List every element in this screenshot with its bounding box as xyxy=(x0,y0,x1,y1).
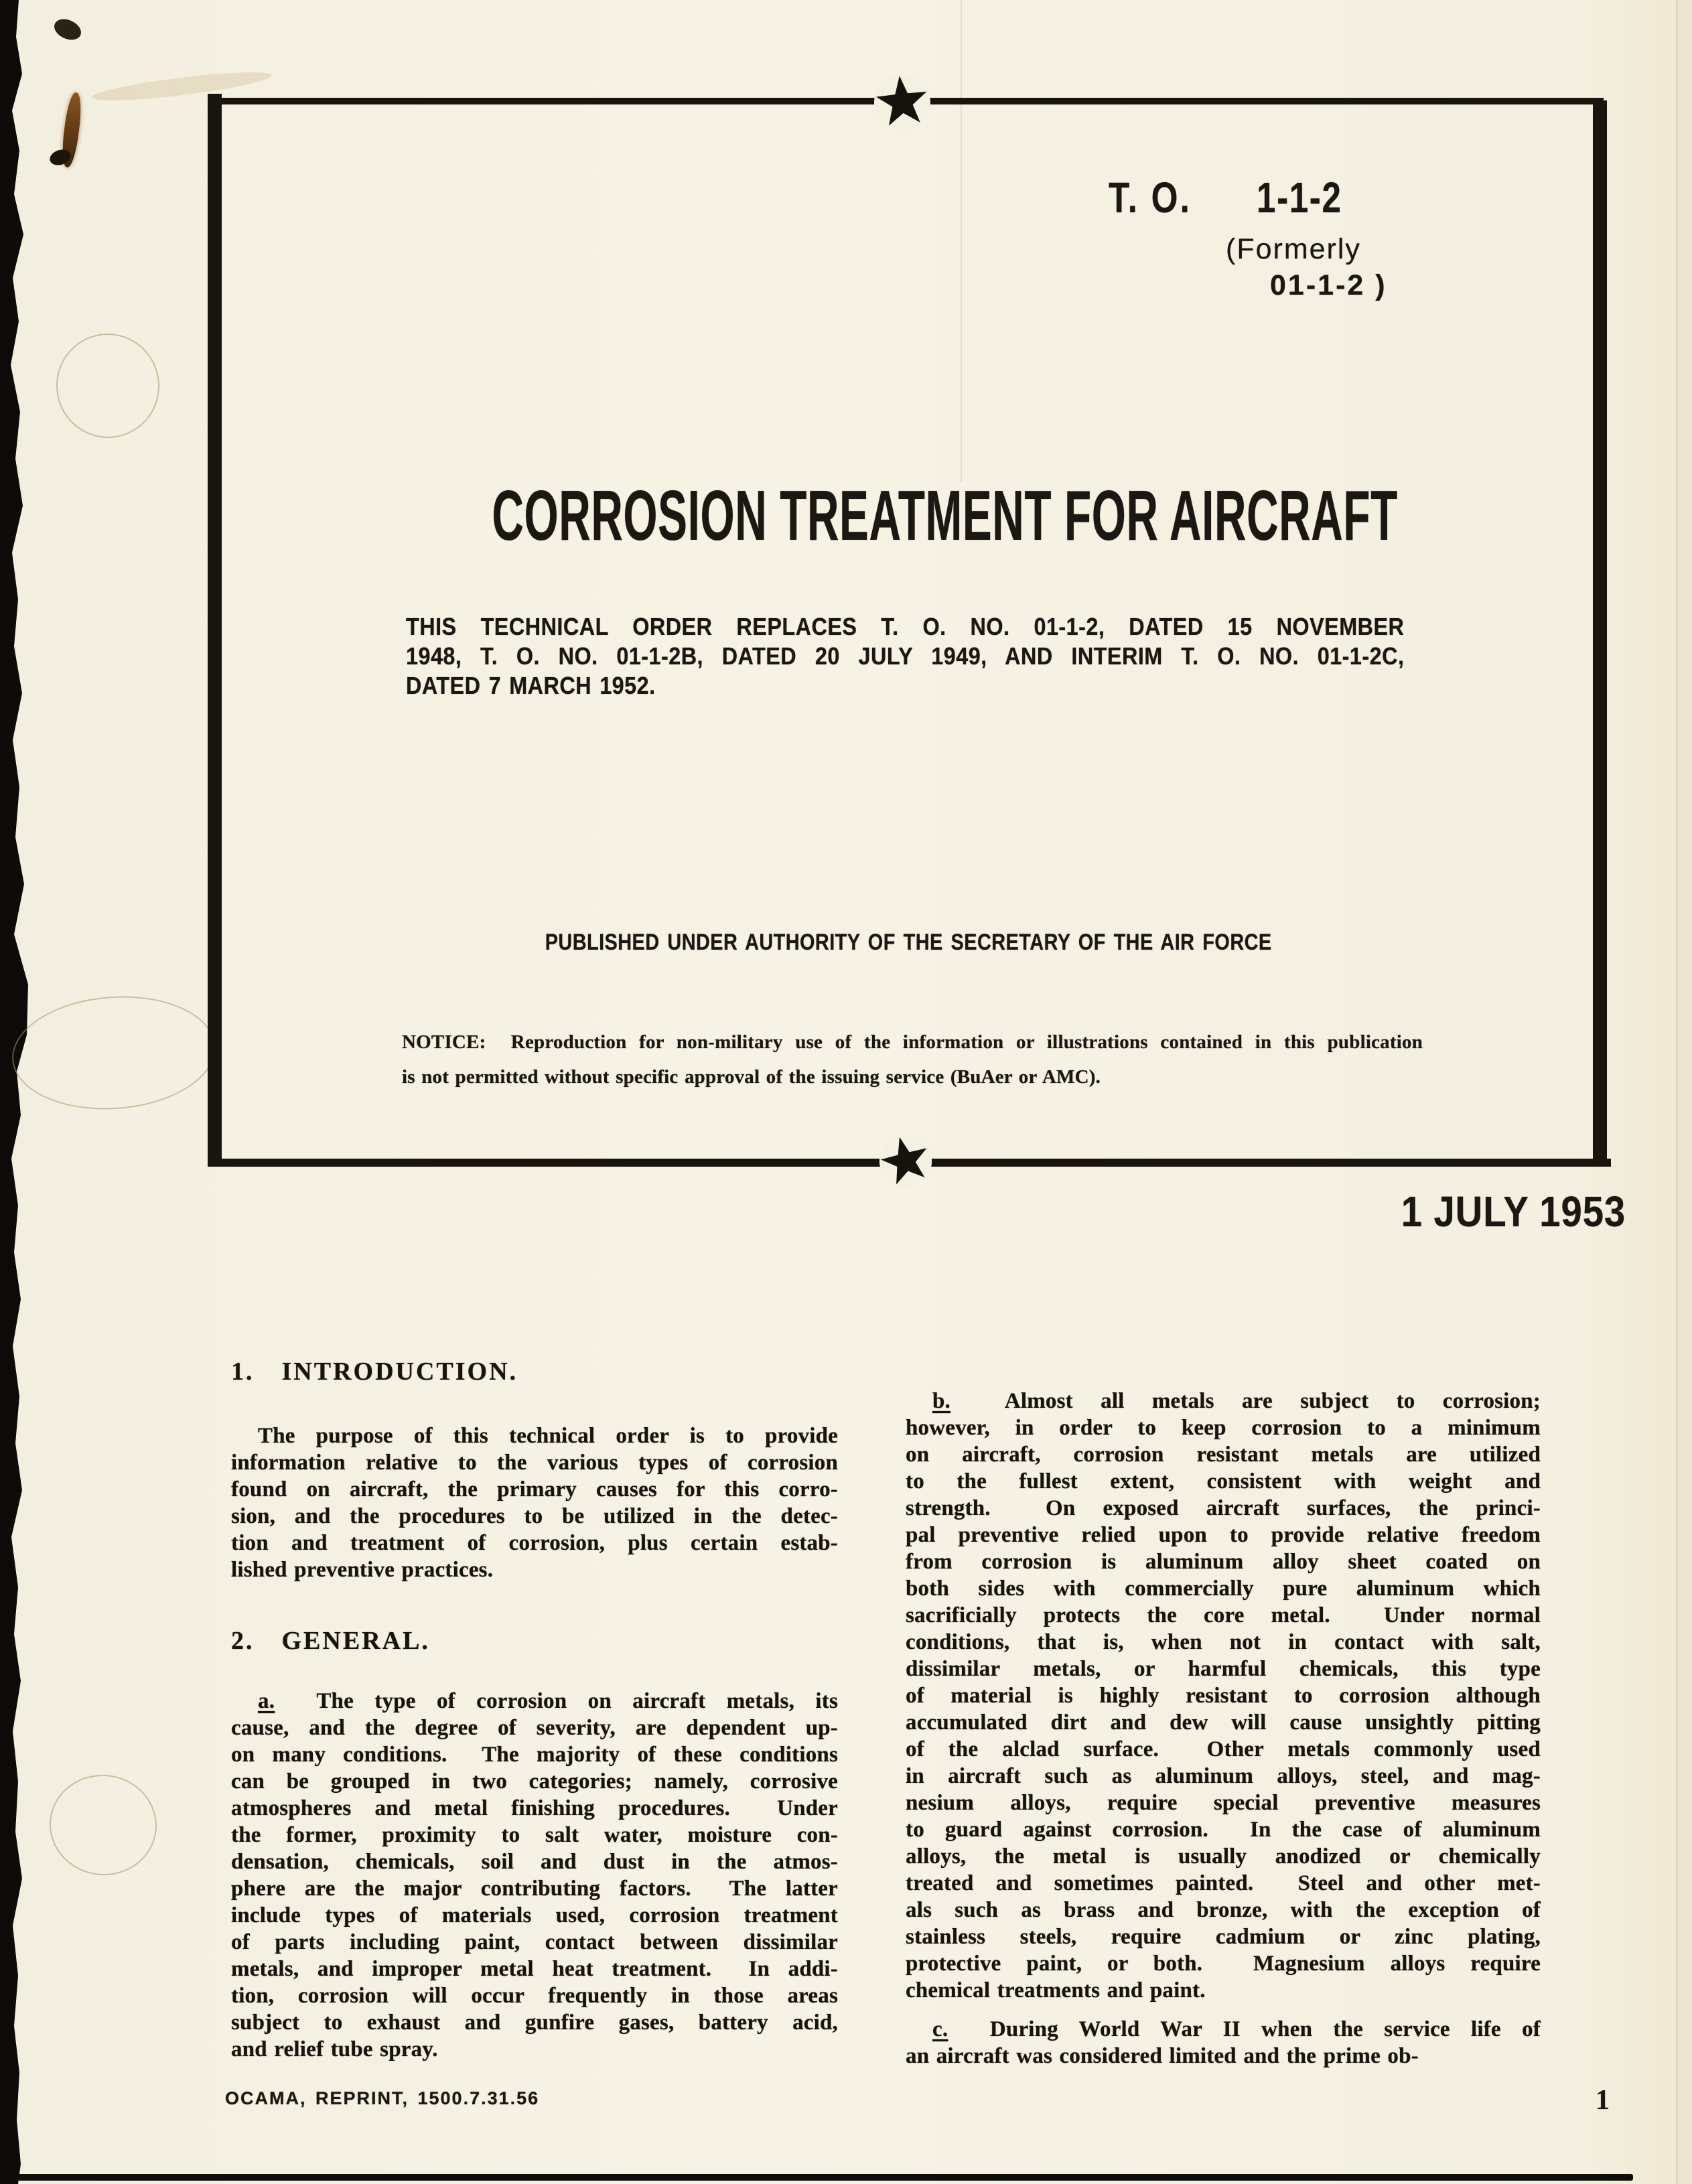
to-number: 1-1-2 xyxy=(1257,173,1342,222)
to-label: T. O. xyxy=(1109,173,1192,222)
seal-ellipse-top xyxy=(50,327,166,445)
formerly-line-2: 01-1-2 ) xyxy=(1270,269,1387,301)
right-column xyxy=(906,1388,1541,2069)
border-box-right xyxy=(1593,100,1607,1167)
seal-ellipse-middle xyxy=(9,990,220,1116)
top-star-icon xyxy=(871,71,934,135)
section-1-heading: 1. INTRODUCTION. xyxy=(231,1358,518,1386)
scan-edge-artifact xyxy=(0,0,31,2184)
ink-stain-blob xyxy=(51,15,84,44)
reproduction-notice: NOTICE: Reproduction for non-military use of the information or illustrations contained in this publication is not permitted without specific approval of the issuing service (BuAer or AMC). xyxy=(402,1031,1423,1088)
section-2-heading: 2. GENERAL. xyxy=(231,1627,430,1655)
reprint-info: OCAMA, REPRINT, 1500.7.31.56 xyxy=(225,2088,540,2108)
publication-date: 1 JULY 1953 xyxy=(1401,1187,1626,1236)
paragraph-a: a. The type of corrosion on aircraft metals, its cause, and the degree of severity, are dependent up- on many conditions. The majority of these conditions can be grouped in two categories; namely, corrosive atmospheres and metal finishing procedures. Under the former, proximity to salt water, moisture con- densation, chemicals, soil and dust in the atmos- phere are the major contributing factors. The latter include types of materials used, corrosion treatment of parts including paint, contact between dissimilar metals, and improper metal heat treatment. In addi- tion, corrosion will occur frequently in those areas subject to exhaust and gunfire gases, battery acid, and relief tube spray. xyxy=(231,1689,838,2061)
paragraph-b: b. Almost all metals are subject to corrosion; however, in order to keep corrosion to a minimum on aircraft, corrosion resistant metals are utilized to the fullest extent, consistent with weight and strength. On exposed aircraft surfaces, the princi- pal preventive relied upon to provide relative freedom from corrosion is aluminum alloy sheet coated on both sides with commercially pure aluminum which sacrificially protects the core metal. Under normal conditions, that is, when not in contact with salt, dissimilar metals, or harmful chemicals, this type of material is highly resistant to corrosion although accumulated dirt and dew will cause unsightly pitting of the alclad surface. Other metals commonly used in aircraft such as aluminum alloys, steel, and mag- nesium alloys, require special preventive measures to guard against corrosion. In the case of aluminum alloys, the metal is usually anodized or chemically treated and sometimes painted. Steel and other met- als such as brass and bronze, with the exception of stainless steels, require cadmium or zinc plating, protective paint, or both. Magnesium alloys require chemical treatments and paint. xyxy=(906,1389,1541,2003)
formerly-line-1: (Formerly xyxy=(1226,233,1361,265)
page-right-margin xyxy=(1678,0,1692,2184)
bottom-scan-edge xyxy=(17,2174,1633,2181)
left-column xyxy=(231,1358,838,2063)
border-box-left xyxy=(208,94,222,1167)
section-1-paragraph: The purpose of this technical order is to provide information relative to the various types of corrosion found on aircraft, the primary causes for this corro- sion, and the procedures to be utilized in the detec- tion and treatment of corrosion, plus certain estab- lished preventive practices. xyxy=(231,1424,838,1582)
date-row xyxy=(1370,1187,1626,1236)
bottom-star-icon xyxy=(873,1129,938,1194)
authority-row xyxy=(209,930,1608,956)
replaces-notice: THIS TECHNICAL ORDER REPLACES T. O. NO. 01-1-2, DATED 15 NOVEMBER 1948, T. O. NO. 01-1-2B, DATED 20 JULY 1949, AND INTERIM T. O. NO. 01-1-2C, DATED 7 MARCH 1952. xyxy=(406,613,1405,699)
document-title: CORROSION TREATMENT FOR AIRCRAFT xyxy=(492,476,1398,555)
paragraph-c: c. During World War II when the service life of an aircraft was considered limited and the prime ob- xyxy=(906,2017,1541,2068)
scan-streak xyxy=(961,0,962,482)
title-row xyxy=(214,476,1598,557)
seal-ellipse-bottom xyxy=(45,1769,162,1881)
authority-statement: PUBLISHED UNDER AUTHORITY OF THE SECRETARY OF THE AIR FORCE xyxy=(545,930,1272,955)
page-number: 1 xyxy=(1596,2085,1610,2116)
